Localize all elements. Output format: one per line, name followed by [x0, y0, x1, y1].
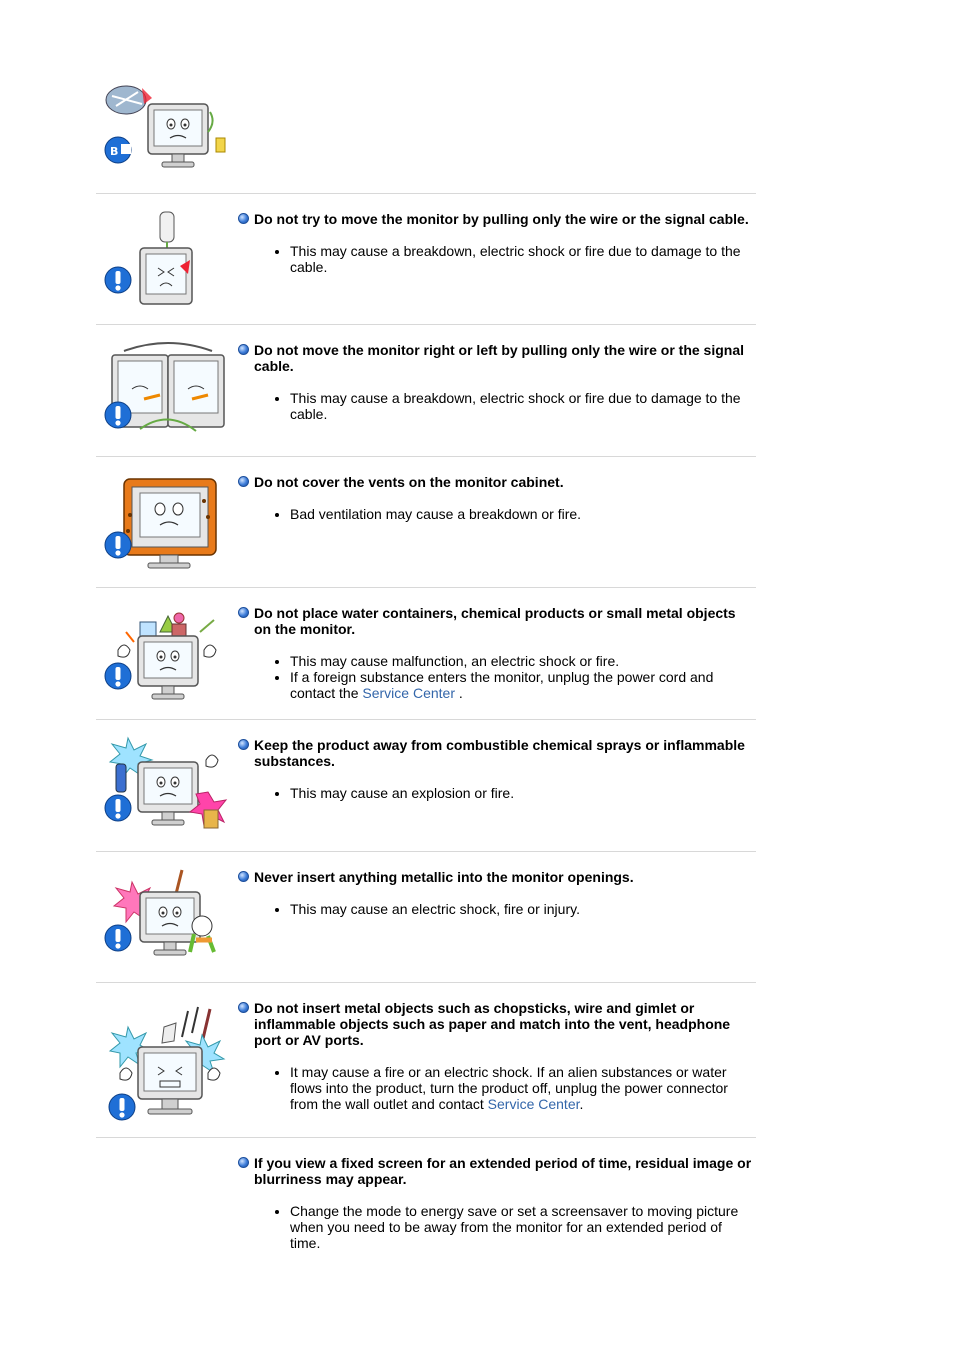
combustible-sprays-illustration	[104, 734, 232, 834]
section-bullets	[238, 506, 754, 522]
service-center-link[interactable]: Service Center	[487, 1096, 580, 1112]
safety-section-1	[96, 193, 756, 324]
safety-section-3	[96, 456, 756, 587]
section-bullets	[238, 653, 754, 701]
list-item: • This may cause an explosion or fire.	[290, 785, 754, 801]
section-bullets	[238, 1203, 754, 1251]
list-item: • Bad ventilation may cause a breakdown or fire.	[290, 506, 754, 522]
chopsticks-gimlet-illustration	[104, 997, 232, 1127]
safety-section-7	[96, 982, 756, 1137]
list-item: • This may cause a breakdown, electric shock or fire due to damage to the cable.	[290, 243, 754, 275]
safety-section-8	[96, 1137, 756, 1298]
covered-vents-illustration	[104, 471, 232, 571]
section-bullets	[238, 390, 754, 422]
section-heading: Do not place water containers, chemical products or small metal objects on the monitor.	[238, 605, 754, 637]
list-item: • Change the mode to energy save or set a screensaver to moving picture when you need to be away from the monitor for an extended period of time.	[290, 1203, 754, 1251]
section-bullets	[238, 1064, 754, 1112]
safety-section-2	[96, 324, 756, 456]
svg-text:B: B	[110, 145, 119, 158]
blue-bullet-icon	[238, 739, 249, 750]
blue-bullet-icon	[238, 1157, 249, 1168]
safety-section-6	[96, 851, 756, 983]
section-bullets	[238, 785, 754, 801]
list-item: • This may cause malfunction, an electric shock or fire.	[290, 653, 754, 669]
section-heading: Do not insert metal objects such as chopsticks, wire and gimlet or inflammable objects such as paper and match into the vent, headphone port or AV ports.	[238, 1000, 754, 1048]
list-item: • If a foreign substance enters the monitor, unplug the power cord and contact the Service Center .	[290, 669, 754, 701]
service-center-link[interactable]: Service Center	[362, 685, 455, 701]
section-heading: Keep the product away from combustible chemical sprays or inflammable substances.	[238, 737, 754, 769]
section-heading: Never insert anything metallic into the monitor openings.	[238, 869, 754, 885]
list-item: • It may cause a fire or an electric shock. If an alien substances or water flows into the product, turn the product off, unplug the power connector from the wall outlet and contact Service Center.	[290, 1064, 754, 1112]
blue-bullet-icon	[238, 607, 249, 618]
blue-bullet-icon	[238, 213, 249, 224]
blue-bullet-icon	[238, 871, 249, 882]
metal-insert-illustration	[104, 866, 232, 966]
blue-bullet-icon	[238, 476, 249, 487]
list-item: • This may cause an electric shock, fire or injury.	[290, 901, 754, 917]
safety-section-4	[96, 587, 756, 719]
list-item: • This may cause a breakdown, electric shock or fire due to damage to the cable.	[290, 390, 754, 422]
move-by-cable-illustration	[104, 339, 232, 439]
section-heading: Do not move the monitor right or left by pulling only the wire or the signal cable.	[238, 342, 754, 374]
pull-cable-illustration	[104, 208, 232, 308]
safety-section-5	[96, 719, 756, 851]
objects-on-monitor-illustration	[104, 602, 232, 702]
section-bullets	[238, 243, 754, 275]
section-bullets	[238, 901, 754, 917]
section-heading: If you view a fixed screen for an extended period of time, residual image or blurriness may appear.	[238, 1155, 754, 1187]
blue-bullet-icon	[238, 1002, 249, 1013]
unplug-warning-illustration	[104, 82, 228, 172]
blue-bullet-icon	[238, 344, 249, 355]
section-heading: Do not try to move the monitor by pulling only the wire or the signal cable.	[238, 211, 754, 227]
section-heading: Do not cover the vents on the monitor cabinet.	[238, 474, 754, 490]
